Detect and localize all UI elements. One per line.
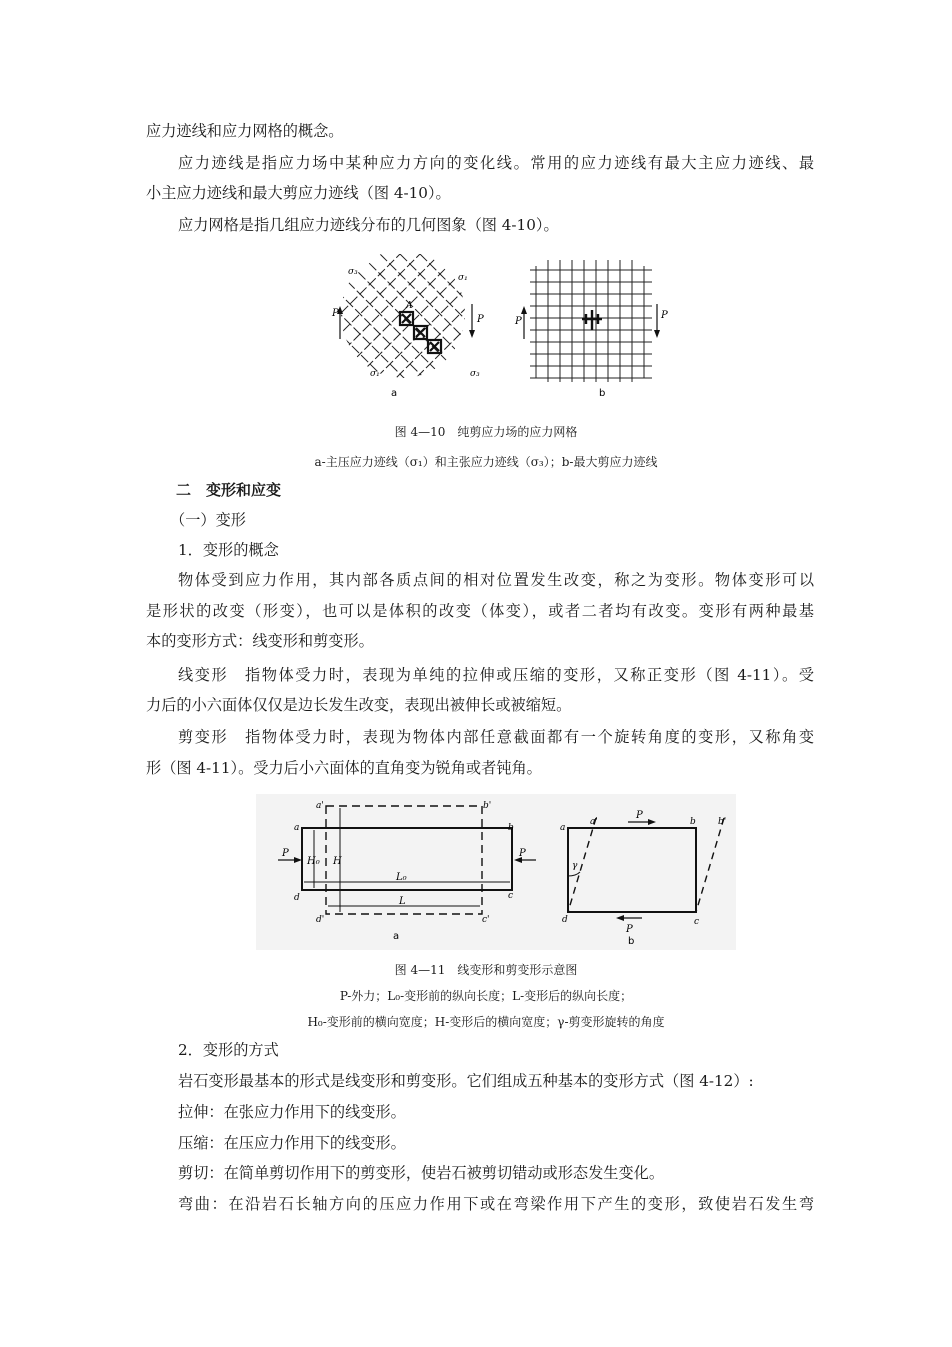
h-label: H bbox=[333, 856, 342, 867]
corner-label: c' bbox=[482, 915, 490, 925]
text-line: 压缩：在压应力作用下的线变形。 bbox=[178, 1134, 406, 1152]
figure-4-11 bbox=[256, 794, 736, 950]
fig410-sigma1-label: σ₁ bbox=[370, 369, 380, 379]
text-line: 剪变形 指物体受力时，表现为物体内部任意截面都有一个旋转角度的变形，又称角变 bbox=[178, 728, 814, 746]
corner-label: d bbox=[294, 893, 300, 903]
corner-label: d bbox=[562, 915, 568, 925]
corner-label: b bbox=[690, 817, 696, 827]
corner-label: a bbox=[560, 823, 566, 833]
corner-label: a' bbox=[590, 817, 598, 827]
section-heading: 二 变形和应变 bbox=[176, 481, 282, 499]
fig410-sigma3-label: σ₃ bbox=[470, 369, 480, 379]
subsection-heading: （一）变形 bbox=[170, 511, 246, 529]
gamma-label: γ bbox=[572, 861, 578, 871]
fig410-sigma3-label: σ₃ bbox=[348, 267, 358, 277]
corner-label: b' bbox=[483, 801, 492, 811]
fig410-point-a: A bbox=[406, 301, 413, 311]
text-line: 形（图 4-11）。受力后小六面体的直角变为锐角或者钝角。 bbox=[146, 759, 542, 777]
text-line: 线变形 指物体受力时，表现为单纯的拉伸或压缩的变形，又称正变形（图 4-11）。受 bbox=[178, 666, 814, 684]
fig411-panel-a-label: a bbox=[393, 931, 400, 942]
fig410-p-label: P bbox=[477, 314, 484, 325]
figure-legend: P-外力；L₀-变形前的纵向长度；L-变形后的纵向长度； bbox=[339, 989, 633, 1003]
text-line: 弯曲：在沿岩石长轴方向的压应力作用下或在弯梁作用下产生的变形，致使岩石发生弯 bbox=[178, 1195, 814, 1213]
text-line: 应力网格是指几组应力迹线分布的几何图象（图 4-10）。 bbox=[178, 216, 559, 234]
l0-label: L₀ bbox=[396, 872, 407, 883]
text-line: 是形状的改变（形变），也可以是体积的改变（体变），或者二者均有改变。变形有两种最基 bbox=[146, 602, 814, 620]
p-label: P bbox=[519, 848, 526, 859]
corner-label: a' bbox=[316, 801, 324, 811]
text-line: 应力迹线和应力网格的概念。 bbox=[146, 122, 344, 140]
h0-label: H₀ bbox=[307, 856, 320, 867]
corner-label: c bbox=[694, 917, 700, 927]
fig410-p-label: P bbox=[661, 310, 668, 321]
p-label: P bbox=[282, 848, 289, 859]
corner-label: c bbox=[508, 891, 514, 901]
text-line: 岩石变形最基本的形式是线变形和剪变形。它们组成五种基本的变形方式（图 4-12）: bbox=[178, 1072, 754, 1090]
figure-caption: 图 4—10 纯剪应力场的应力网格 bbox=[394, 425, 578, 439]
text-line: 物体受到应力作用，其内部各质点间的相对位置发生改变，称之为变形。物体变形可以 bbox=[178, 571, 814, 589]
fig410-p-label: P bbox=[515, 316, 522, 327]
figure-4-10 bbox=[320, 254, 670, 402]
fig410-panel-b-label: b bbox=[599, 388, 606, 399]
p-label: P bbox=[636, 810, 643, 821]
l-label: L bbox=[399, 896, 406, 907]
figure-legend: a-主压应力迹线（σ₁）和主张应力迹线（σ₃）；b-最大剪应力迹线 bbox=[314, 455, 658, 469]
text-line: 应力迹线是指应力场中某种应力方向的变化线。常用的应力迹线有最大主应力迹线、最 bbox=[178, 154, 814, 172]
text-line: 小主应力迹线和最大剪应力迹线（图 4-10）。 bbox=[146, 184, 451, 202]
text-line: 力后的小六面体仅仅是边长发生改变，表现出被伸长或被缩短。 bbox=[146, 696, 572, 714]
subsection-heading: 1．变形的概念 bbox=[178, 541, 279, 559]
fig410-p-label: P bbox=[332, 308, 339, 319]
fig411-panel-b-label: b bbox=[628, 936, 635, 947]
corner-label: a bbox=[294, 823, 300, 833]
corner-label: d' bbox=[316, 915, 325, 925]
figure-caption: 图 4—11 线变形和剪变形示意图 bbox=[394, 963, 578, 977]
text-line: 本的变形方式：线变形和剪变形。 bbox=[146, 632, 374, 650]
corner-label: b bbox=[508, 823, 514, 833]
figure-legend: H₀-变形前的横向宽度；H-变形后的横向宽度；γ-剪变形旋转的角度 bbox=[307, 1015, 665, 1029]
text-line: 拉伸：在张应力作用下的线变形。 bbox=[178, 1103, 406, 1121]
fig410-sigma1-label: σ₁ bbox=[458, 273, 468, 283]
fig410-panel-a-label: a bbox=[391, 388, 398, 399]
corner-label: b' bbox=[718, 817, 727, 827]
subsection-heading: 2．变形的方式 bbox=[178, 1041, 279, 1059]
p-label: P bbox=[626, 924, 633, 935]
text-line: 剪切：在简单剪切作用下的剪变形，使岩石被剪切错动或形态发生变化。 bbox=[178, 1164, 664, 1182]
